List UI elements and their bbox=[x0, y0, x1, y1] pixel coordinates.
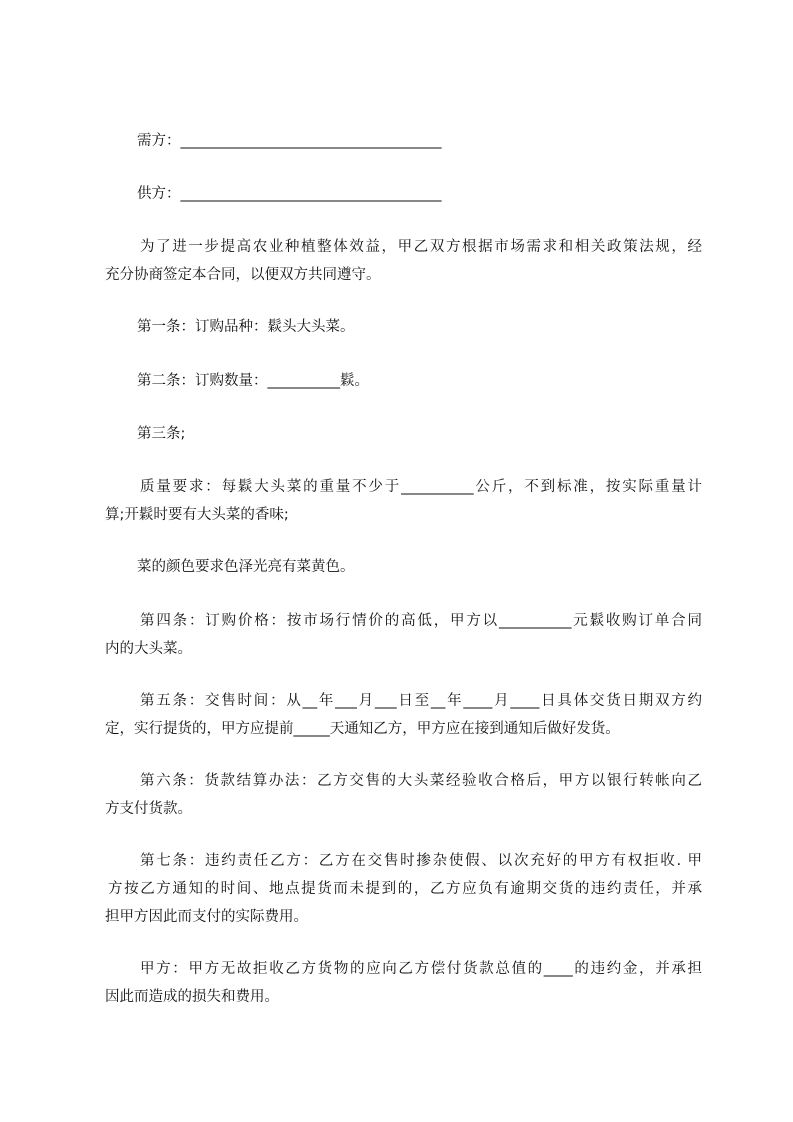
article-2: 第二条：订购数量：__________鬏。 bbox=[137, 373, 369, 389]
color-requirement: 菜的颜色要求色泽光亮有菜黄色。 bbox=[137, 559, 355, 575]
article-3: 第三条; bbox=[137, 426, 186, 442]
party-a-line-2: 因此而造成的损失和费用。 bbox=[105, 989, 279, 1005]
article-4-line-2: 内的大头菜。 bbox=[105, 641, 192, 657]
article-7-line-2: 方按乙方通知的时间、地点提货而未提到的，乙方应负有逾期交货的违约责任，并承 bbox=[108, 881, 702, 897]
article-5-line-2: 定，实行提货的，甲方应提前_____天通知乙方，甲方应在接到通知后做好发货。 bbox=[105, 721, 620, 737]
article-4-line-1: 第四条：订购价格：按市场行情价的高低，甲方以__________元鬏收购订单合同 bbox=[140, 613, 702, 629]
demand-party-line: 需方：____________________________________ bbox=[137, 133, 442, 149]
party-a-line-1: 甲方：甲方无故拒收乙方货物的应向乙方偿付货款总值的____的违约金，并承担 bbox=[140, 961, 702, 977]
article-7-line-1: 第七条：违约责任乙方：乙方在交售时掺杂使假、以次充好的甲方有权拒收. 甲 bbox=[140, 853, 702, 869]
article-6-line-2: 方支付货款。 bbox=[105, 801, 192, 817]
intro-line-1: 为了进一步提高农业种植整体效益，甲乙双方根据市场需求和相关政策法规，经 bbox=[140, 239, 702, 255]
article-6-line-1: 第六条：货款结算办法：乙方交售的大头菜经验收合格后，甲方以银行转帐向乙 bbox=[140, 773, 702, 789]
article-1: 第一条：订购品种：鬏头大头菜。 bbox=[137, 319, 355, 335]
quality-line-1: 质量要求：每鬏大头菜的重量不少于__________公斤，不到标准，按实际重量计 bbox=[140, 479, 702, 495]
article-5-line-1: 第五条：交售时间：从__年___月___日至__年____月____日具体交货日期双方约 bbox=[140, 693, 702, 709]
intro-line-2: 充分协商签定本合同，以便双方共同遵守。 bbox=[105, 267, 381, 283]
supply-party-line: 供方：____________________________________ bbox=[137, 186, 442, 202]
quality-line-2: 算;开鬏时要有大头菜的香味; bbox=[105, 507, 289, 523]
article-7-line-3: 担甲方因此而支付的实际费用。 bbox=[105, 909, 308, 925]
